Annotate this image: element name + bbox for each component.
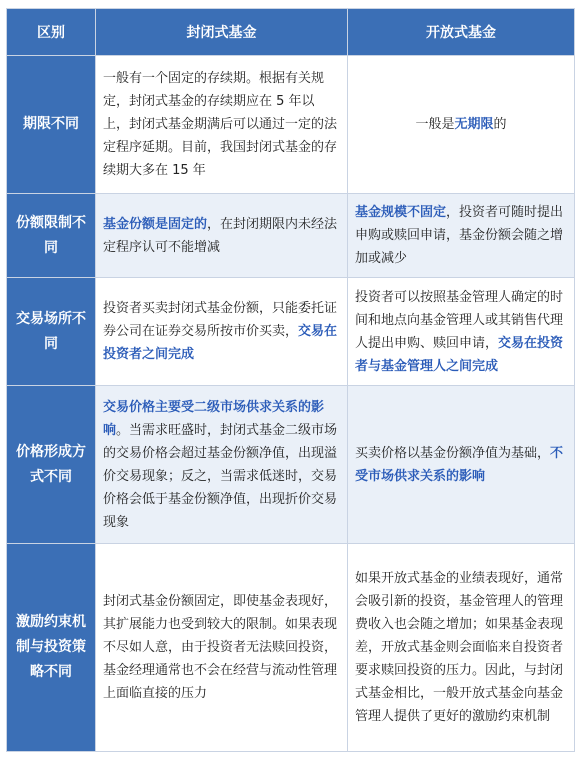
cell-text: 投资者买卖封闭式基金份额，只能委托证券公司在证券交易所按市价买卖， xyxy=(103,301,338,339)
header-row xyxy=(7,9,575,56)
header-difference: 区别 xyxy=(7,9,96,56)
cell-text: 如果开放式基金的业绩表现好，通常会吸引新的投资，基金管理人的管理费收入也会随之增加；如果基金表现差，开放式基金则会面临来自投资者要求赎回投资的压力。因此，与封闭式基金相比，一般开放式基金向基金管理人提供了更好的激励约束机制 xyxy=(355,571,564,724)
cell-text: 封闭式基金份额固定，即使基金表现好，其扩展能力也受到较大的限制。如果表现不尽如人意，由于投资者无法赎回投资，基金经理通常也不会在经营与流动性管理上面临直接的压力 xyxy=(103,594,338,701)
table-row xyxy=(7,194,575,278)
highlight-text: 基金份额是固定的 xyxy=(103,216,208,232)
cell-text: 的 xyxy=(493,117,507,132)
highlight-text: 交易价格主要受二级市场供求关系的影响 xyxy=(103,399,325,438)
table-row xyxy=(7,278,575,386)
highlight-text: 基金规模不固定 xyxy=(355,205,447,220)
table-row xyxy=(7,544,575,752)
cell-text: ，在封闭期限内未经法定程序认可不能增减 xyxy=(103,216,338,255)
header-open-fund: 开放式基金 xyxy=(348,9,575,56)
open-fund-cell xyxy=(348,278,575,386)
header-closed-fund: 封闭式基金 xyxy=(96,9,348,56)
row-label: 交易场所不同 xyxy=(7,278,96,386)
open-fund-cell xyxy=(348,544,575,752)
closed-fund-cell xyxy=(96,56,348,194)
closed-fund-cell xyxy=(96,544,348,752)
table-row xyxy=(7,56,575,194)
row-label: 期限不同 xyxy=(7,56,96,194)
closed-fund-cell xyxy=(96,278,348,386)
row-label: 份额限制不同 xyxy=(7,194,96,278)
closed-fund-cell xyxy=(96,386,348,544)
cell-text: 一般是 xyxy=(415,117,455,132)
cell-text: 买卖价格以基金份额净值为基础， xyxy=(355,445,551,461)
highlight-text: 不受市场供求关系的影响 xyxy=(355,445,564,484)
cell-text: ，投资者可随时提出申购或赎回申请，基金份额会随之增加或减少 xyxy=(355,205,564,266)
cell-text: 。当需求旺盛时，封闭式基金二级市场的交易价格会超过基金份额净值，出现溢价交易现象；反之，当需求低迷时，交易价格会低于基金份额净值，出现折价交易现象 xyxy=(103,422,338,530)
highlight-text: 交易在投资者与基金管理人之间完成 xyxy=(355,335,564,374)
table-row xyxy=(7,386,575,544)
open-fund-cell xyxy=(348,386,575,544)
row-label: 价格形成方式不同 xyxy=(7,386,96,544)
closed-fund-cell xyxy=(96,194,348,278)
highlight-text: 交易在投资者之间完成 xyxy=(103,324,338,362)
highlight-text: 无期限 xyxy=(454,117,494,132)
open-fund-cell xyxy=(348,194,575,278)
open-fund-cell xyxy=(348,56,575,194)
cell-text: 投资者可以按照基金管理人确定的时间和地点向基金管理人或其销售代理人提出申购、赎回申请， xyxy=(355,289,564,351)
cell-text: 一般有一个固定的存续期。根据有关规定，封闭式基金的存续期应在 5 年以上，封闭式基金期满后可以通过一定的法定程序延期。目前，我国封闭式基金的存续期大多在 15 年 xyxy=(103,71,338,178)
comparison-table xyxy=(6,8,575,752)
row-label: 激励约束机制与投资策略不同 xyxy=(7,544,96,752)
